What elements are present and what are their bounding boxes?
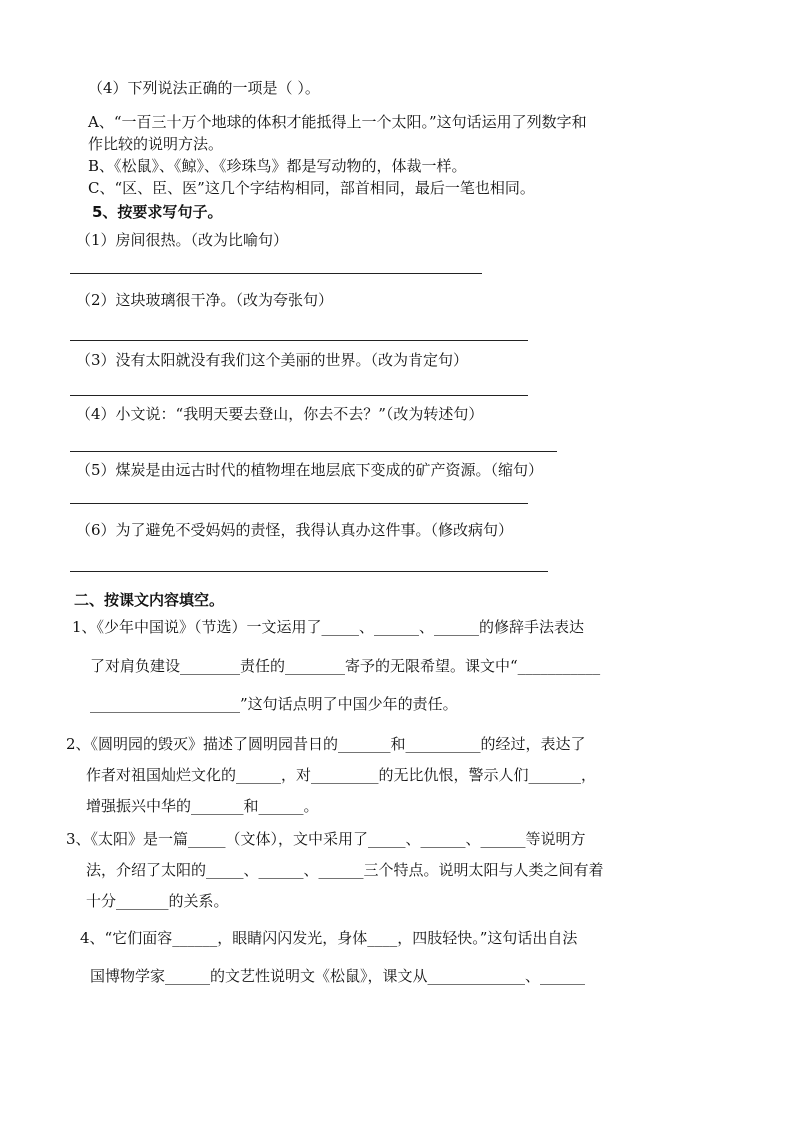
s2-q2-line2: 作者对祖国灿烂文化的______，对_________的无比仇恨，警示人们_______，: [86, 766, 597, 784]
s2-q2-line3: 增强振兴中华的_______和______。: [86, 797, 319, 815]
q5-item-4: （4）小文说：“我明天要去登山，你去不去？”（改为转述句）: [76, 405, 484, 423]
q4-stem: （4）下列说法正确的一项是（ ）。: [88, 79, 320, 97]
q5-item-6: （6）为了避免不受妈妈的责怪，我得认真办这件事。（修改病句）: [76, 521, 514, 539]
q5-item-2: （2）这块玻璃很干净。（改为夸张句）: [76, 291, 334, 309]
q5-answer-line-3[interactable]: [70, 395, 528, 396]
s2-q3-line2: 法，介绍了太阳的_____、______、______三个特点。说明太阳与人类之间有着: [86, 861, 604, 879]
q4-option-a-line1: A、“一百三十万个地球的体积才能抵得上一个太阳。”这句话运用了列数字和: [88, 113, 587, 131]
s2-q1-line2: 了对肩负建设________责任的________寄予的无限希望。课文中“___________: [90, 657, 601, 675]
q4-option-c: C、“区、臣、医”这几个字结构相同，部首相同，最后一笔也相同。: [88, 179, 535, 197]
s2-q4-line2: 国博物学家______的文艺性说明文《松鼠》，课文从_____________、______: [90, 967, 586, 985]
q4-option-b: B、《松鼠》、《鲸》、《珍珠鸟》都是写动物的，体裁一样。: [88, 157, 467, 175]
s2-q1-line1: 1、《少年中国说》（节选）一文运用了_____、______、______的修辞手法表达: [72, 618, 585, 636]
q5-answer-line-5[interactable]: [70, 503, 528, 504]
q5-answer-line-2[interactable]: [70, 340, 528, 341]
q5-answer-line-1[interactable]: [70, 273, 482, 274]
q5-answer-line-6[interactable]: [70, 571, 548, 572]
q5-item-5: （5）煤炭是由远古时代的植物埋在地层底下变成的矿产资源。（缩句）: [76, 461, 544, 479]
q5-item-3: （3）没有太阳就没有我们这个美丽的世界。（改为肯定句）: [76, 351, 469, 369]
q5-answer-line-4[interactable]: [70, 451, 557, 452]
section2-heading: 二、按课文内容填空。: [74, 591, 225, 609]
s2-q3-line3: 十分_______的关系。: [86, 892, 229, 910]
q5-heading: 5、按要求写句子。: [92, 203, 223, 221]
s2-q3-line1: 3、《太阳》是一篇_____（文体），文中采用了_____、______、______等说明方: [66, 830, 586, 848]
s2-q2-line1: 2、《圆明园的毁灭》描述了圆明园昔日的_______和__________的经过，表达了: [66, 735, 586, 753]
q5-item-1: （1）房间很热。（改为比喻句）: [76, 231, 289, 249]
s2-q4-line1: 4、“它们面容______，眼睛闪闪发光，身体____，四肢轻快。”这句话出自法: [80, 929, 578, 947]
q4-option-a-line2: 作比较的说明方法。: [88, 135, 224, 153]
s2-q1-line3: ____________________”这句话点明了中国少年的责任。: [90, 695, 458, 713]
